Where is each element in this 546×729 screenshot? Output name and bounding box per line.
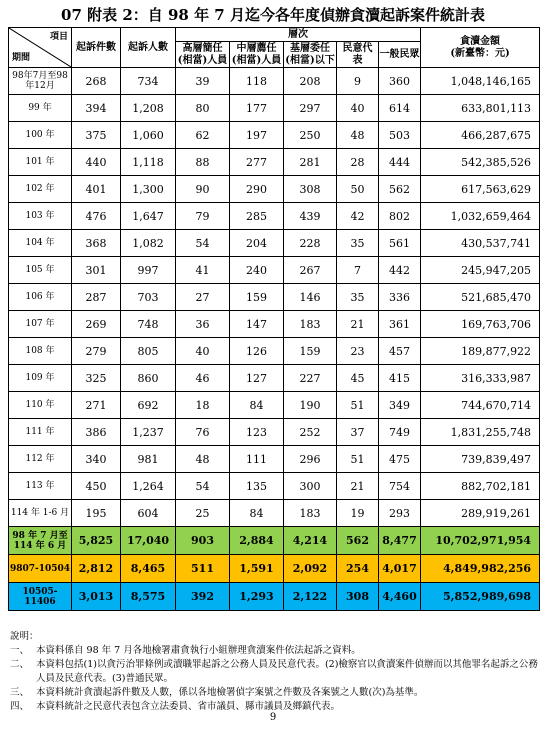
cell-cases: 386 — [72, 419, 121, 446]
cell-persons: 734 — [121, 68, 176, 95]
cell-high: 39 — [176, 68, 230, 95]
cell-public: 360 — [379, 68, 421, 95]
note-text: 本資料係自 98 年 7 月各地檢署肅貪執行小組辦理貪瀆案件依法起訴之資料。 — [36, 645, 361, 656]
cell-cases: 368 — [72, 230, 121, 257]
cell-mid: 204 — [230, 230, 284, 257]
cell-amount: 4,849,982,256 — [421, 555, 540, 583]
cell-public: 503 — [379, 122, 421, 149]
table-row — [9, 446, 540, 473]
cell-public: 349 — [379, 392, 421, 419]
table-row — [9, 500, 540, 527]
cell-base: 267 — [284, 257, 337, 284]
cell-public: 562 — [379, 176, 421, 203]
cell-base: 208 — [284, 68, 337, 95]
cell-high: 41 — [176, 257, 230, 284]
cell-base: 250 — [284, 122, 337, 149]
header-rep-line2: 表 — [352, 54, 363, 66]
cell-high: 62 — [176, 122, 230, 149]
cell-persons: 1,647 — [121, 203, 176, 230]
header-high-line2: (相當)人員 — [177, 54, 228, 66]
note-text: 本資料統計之民意代表包含立法委員、省市議員、縣市議員及鄉鎮代表。 — [36, 701, 341, 712]
cell-base: 228 — [284, 230, 337, 257]
header-amount — [421, 28, 540, 68]
cell-cases: 375 — [72, 122, 121, 149]
header-rep-line1: 民意代 — [342, 42, 373, 54]
cell-base: 190 — [284, 392, 337, 419]
cell-amount: 1,032,659,464 — [421, 203, 540, 230]
cell-mid: 126 — [230, 338, 284, 365]
cell-cases: 325 — [72, 365, 121, 392]
cell-public: 4,017 — [379, 555, 421, 583]
cell-base: 227 — [284, 365, 337, 392]
cell-cases: 5,825 — [72, 527, 121, 555]
cell-base: 2,122 — [284, 583, 337, 611]
cell-period: 9807-10504 — [9, 555, 72, 583]
note-number: 二、 — [10, 659, 30, 670]
header-rep — [337, 42, 379, 68]
cell-cases: 340 — [72, 446, 121, 473]
table-row — [9, 149, 540, 176]
table-row — [9, 203, 540, 230]
cell-base: 146 — [284, 284, 337, 311]
cell-rep: 562 — [337, 527, 379, 555]
cell-mid: 159 — [230, 284, 284, 311]
cell-public: 336 — [379, 284, 421, 311]
notes-heading: 說明： — [10, 631, 39, 642]
cell-amount: 617,563,629 — [421, 176, 540, 203]
cell-amount: 1,831,255,748 — [421, 419, 540, 446]
table-row — [9, 176, 540, 203]
header-mid — [230, 42, 284, 68]
cell-mid: 290 — [230, 176, 284, 203]
cell-period: 100 年 — [9, 122, 72, 149]
cell-period: 99 年 — [9, 95, 72, 122]
cell-mid: 240 — [230, 257, 284, 284]
note-number: 一、 — [10, 645, 30, 656]
cell-base: 281 — [284, 149, 337, 176]
note-number: 四、 — [10, 701, 30, 712]
corner-label-period: 期間 — [12, 53, 31, 63]
cell-rep: 50 — [337, 176, 379, 203]
cell-cases: 3,013 — [72, 583, 121, 611]
cell-rep: 51 — [337, 392, 379, 419]
cell-amount: 882,702,181 — [421, 473, 540, 500]
cell-public: 442 — [379, 257, 421, 284]
cell-high: 25 — [176, 500, 230, 527]
table-row — [9, 122, 540, 149]
header-amount-line2: (新臺幣：元) — [450, 47, 510, 59]
cell-public: 457 — [379, 338, 421, 365]
cell-mid: 147 — [230, 311, 284, 338]
table-row — [9, 392, 540, 419]
cell-cases: 269 — [72, 311, 121, 338]
header-base-line2: (相當)以下 — [285, 54, 335, 66]
cell-high: 88 — [176, 149, 230, 176]
cell-amount: 430,537,741 — [421, 230, 540, 257]
cell-high: 18 — [176, 392, 230, 419]
cell-persons: 1,208 — [121, 95, 176, 122]
cell-period: 109 年 — [9, 365, 72, 392]
cell-amount: 169,763,706 — [421, 311, 540, 338]
cell-cases: 450 — [72, 473, 121, 500]
notes-section — [10, 630, 538, 714]
table-row — [9, 68, 540, 95]
cell-public: 293 — [379, 500, 421, 527]
cell-public: 561 — [379, 230, 421, 257]
cell-amount: 10,702,971,954 — [421, 527, 540, 555]
cell-cases: 394 — [72, 95, 121, 122]
cell-mid: 127 — [230, 365, 284, 392]
cell-rep: 9 — [337, 68, 379, 95]
cell-period: 110 年 — [9, 392, 72, 419]
cell-cases: 2,812 — [72, 555, 121, 583]
header-corner — [9, 28, 72, 68]
notes-list — [10, 644, 538, 714]
table-row — [9, 311, 540, 338]
cell-base: 4,214 — [284, 527, 337, 555]
cell-rep: 40 — [337, 95, 379, 122]
cell-persons: 692 — [121, 392, 176, 419]
table-row — [9, 284, 540, 311]
cell-persons: 748 — [121, 311, 176, 338]
cell-persons: 703 — [121, 284, 176, 311]
cell-rep: 308 — [337, 583, 379, 611]
corner-label-item: 項目 — [49, 32, 68, 42]
cell-rep: 35 — [337, 284, 379, 311]
table-body — [9, 68, 540, 611]
cell-base: 252 — [284, 419, 337, 446]
cell-amount: 521,685,470 — [421, 284, 540, 311]
cell-base: 2,092 — [284, 555, 337, 583]
cell-public: 614 — [379, 95, 421, 122]
note-text: 本資料包括(1)以貪污治罪條例或瀆職罪起訴之公務人員及民意代表。(2)檢察官以貪瀆案件偵辦而以其他罪名起訴之公務人員及民意代表。(3)普通民眾。 — [36, 659, 538, 684]
cell-high: 76 — [176, 419, 230, 446]
cell-period: 103 年 — [9, 203, 72, 230]
cell-period: 112 年 — [9, 446, 72, 473]
cell-high: 48 — [176, 446, 230, 473]
cell-cases: 268 — [72, 68, 121, 95]
cell-rep: 51 — [337, 446, 379, 473]
cell-period: 114 年 1-6 月 — [9, 500, 72, 527]
cell-mid: 277 — [230, 149, 284, 176]
cell-rep: 7 — [337, 257, 379, 284]
cell-mid: 118 — [230, 68, 284, 95]
cell-persons: 1,118 — [121, 149, 176, 176]
cell-mid: 84 — [230, 500, 284, 527]
cell-mid: 197 — [230, 122, 284, 149]
cell-rep: 254 — [337, 555, 379, 583]
cell-mid: 177 — [230, 95, 284, 122]
cell-base: 439 — [284, 203, 337, 230]
cell-cases: 440 — [72, 149, 121, 176]
cell-cases: 287 — [72, 284, 121, 311]
cell-amount: 744,670,714 — [421, 392, 540, 419]
cell-persons: 1,264 — [121, 473, 176, 500]
cell-high: 54 — [176, 473, 230, 500]
cell-persons: 1,300 — [121, 176, 176, 203]
note-text: 本資料統計貪瀆起訴件數及人數，係以各地檢署偵字案號之件數及各案號之人數(次)為基準。 — [36, 687, 424, 698]
cell-amount: 245,947,205 — [421, 257, 540, 284]
cell-amount: 5,852,989,698 — [421, 583, 540, 611]
cell-amount: 739,839,497 — [421, 446, 540, 473]
cell-mid: 1,293 — [230, 583, 284, 611]
cell-rep: 28 — [337, 149, 379, 176]
header-cases: 起訴件數 — [72, 28, 121, 68]
cell-cases: 279 — [72, 338, 121, 365]
cell-high: 392 — [176, 583, 230, 611]
cell-persons: 860 — [121, 365, 176, 392]
header-mid-line2: (相當)人員 — [231, 54, 282, 66]
cell-mid: 1,591 — [230, 555, 284, 583]
cell-mid: 135 — [230, 473, 284, 500]
cell-rep: 21 — [337, 473, 379, 500]
cell-high: 511 — [176, 555, 230, 583]
cell-cases: 271 — [72, 392, 121, 419]
cell-amount: 316,333,987 — [421, 365, 540, 392]
summary-row — [9, 583, 540, 611]
cell-base: 300 — [284, 473, 337, 500]
header-persons: 起訴人數 — [121, 28, 176, 68]
cell-period: 106 年 — [9, 284, 72, 311]
cell-rep: 23 — [337, 338, 379, 365]
header-high-line1: 高層簡任 — [182, 42, 223, 54]
cell-public: 415 — [379, 365, 421, 392]
cell-period: 107 年 — [9, 311, 72, 338]
cell-rep: 35 — [337, 230, 379, 257]
cell-rep: 19 — [337, 500, 379, 527]
cell-base: 297 — [284, 95, 337, 122]
cell-public: 802 — [379, 203, 421, 230]
summary-row — [9, 555, 540, 583]
cell-persons: 981 — [121, 446, 176, 473]
cell-base: 159 — [284, 338, 337, 365]
cell-high: 80 — [176, 95, 230, 122]
note-item — [10, 686, 538, 700]
cell-period: 111 年 — [9, 419, 72, 446]
table-row — [9, 365, 540, 392]
header-base — [284, 42, 337, 68]
cell-amount: 466,287,675 — [421, 122, 540, 149]
table-row — [9, 419, 540, 446]
cell-period: 113 年 — [9, 473, 72, 500]
cell-amount: 633,801,113 — [421, 95, 540, 122]
cell-high: 36 — [176, 311, 230, 338]
cell-high: 40 — [176, 338, 230, 365]
cell-persons: 17,040 — [121, 527, 176, 555]
cell-mid: 285 — [230, 203, 284, 230]
header-amount-line1: 貪瀆金額 — [460, 35, 501, 47]
cell-cases: 301 — [72, 257, 121, 284]
cell-high: 90 — [176, 176, 230, 203]
cell-persons: 805 — [121, 338, 176, 365]
page-title: 07 附表 2：自 98 年 7 月迄今各年度偵辦貪瀆起訴案件統計表 — [61, 6, 485, 24]
header-mid-line1: 中層薦任 — [236, 42, 277, 54]
cell-rep: 37 — [337, 419, 379, 446]
cell-period: 98年7月至98年12月 — [9, 68, 72, 95]
cell-period: 108 年 — [9, 338, 72, 365]
cell-rep: 42 — [337, 203, 379, 230]
note-item — [10, 658, 538, 686]
cell-cases: 476 — [72, 203, 121, 230]
cell-high: 79 — [176, 203, 230, 230]
cell-persons: 604 — [121, 500, 176, 527]
cell-public: 361 — [379, 311, 421, 338]
table-row — [9, 473, 540, 500]
cell-mid: 2,884 — [230, 527, 284, 555]
note-number: 三、 — [10, 687, 30, 698]
table-row — [9, 257, 540, 284]
cell-period: 105 年 — [9, 257, 72, 284]
cell-amount: 289,919,261 — [421, 500, 540, 527]
cell-period: 102 年 — [9, 176, 72, 203]
cell-cases: 195 — [72, 500, 121, 527]
cell-base: 183 — [284, 311, 337, 338]
statistics-table — [8, 27, 540, 611]
summary-row — [9, 527, 540, 555]
cell-persons: 8,465 — [121, 555, 176, 583]
cell-high: 903 — [176, 527, 230, 555]
cell-period: 101 年 — [9, 149, 72, 176]
cell-amount: 1,048,146,165 — [421, 68, 540, 95]
page-number: 9 — [269, 712, 277, 723]
cell-rep: 21 — [337, 311, 379, 338]
cell-high: 54 — [176, 230, 230, 257]
cell-public: 8,477 — [379, 527, 421, 555]
cell-amount: 189,877,922 — [421, 338, 540, 365]
cell-persons: 1,060 — [121, 122, 176, 149]
header-public: 一般民眾 — [379, 42, 421, 68]
header-high — [176, 42, 230, 68]
cell-public: 4,460 — [379, 583, 421, 611]
cell-base: 308 — [284, 176, 337, 203]
table-row — [9, 95, 540, 122]
cell-base: 183 — [284, 500, 337, 527]
cell-rep: 48 — [337, 122, 379, 149]
cell-public: 444 — [379, 149, 421, 176]
cell-base: 296 — [284, 446, 337, 473]
cell-public: 749 — [379, 419, 421, 446]
cell-persons: 1,082 — [121, 230, 176, 257]
cell-persons: 8,575 — [121, 583, 176, 611]
cell-public: 754 — [379, 473, 421, 500]
cell-cases: 401 — [72, 176, 121, 203]
cell-period: 98 年 7 月至 114 年 6 月 — [9, 527, 72, 555]
cell-high: 46 — [176, 365, 230, 392]
cell-persons: 1,237 — [121, 419, 176, 446]
cell-high: 27 — [176, 284, 230, 311]
cell-period: 104 年 — [9, 230, 72, 257]
cell-amount: 542,385,526 — [421, 149, 540, 176]
header-rank-group: 層次 — [176, 28, 421, 42]
cell-public: 475 — [379, 446, 421, 473]
note-item — [10, 644, 538, 658]
cell-mid: 111 — [230, 446, 284, 473]
cell-mid: 123 — [230, 419, 284, 446]
cell-period: 10505-11406 — [9, 583, 72, 611]
cell-rep: 45 — [337, 365, 379, 392]
header-base-line1: 基層委任 — [290, 42, 330, 54]
cell-mid: 84 — [230, 392, 284, 419]
table-row — [9, 338, 540, 365]
table-row — [9, 230, 540, 257]
cell-persons: 997 — [121, 257, 176, 284]
